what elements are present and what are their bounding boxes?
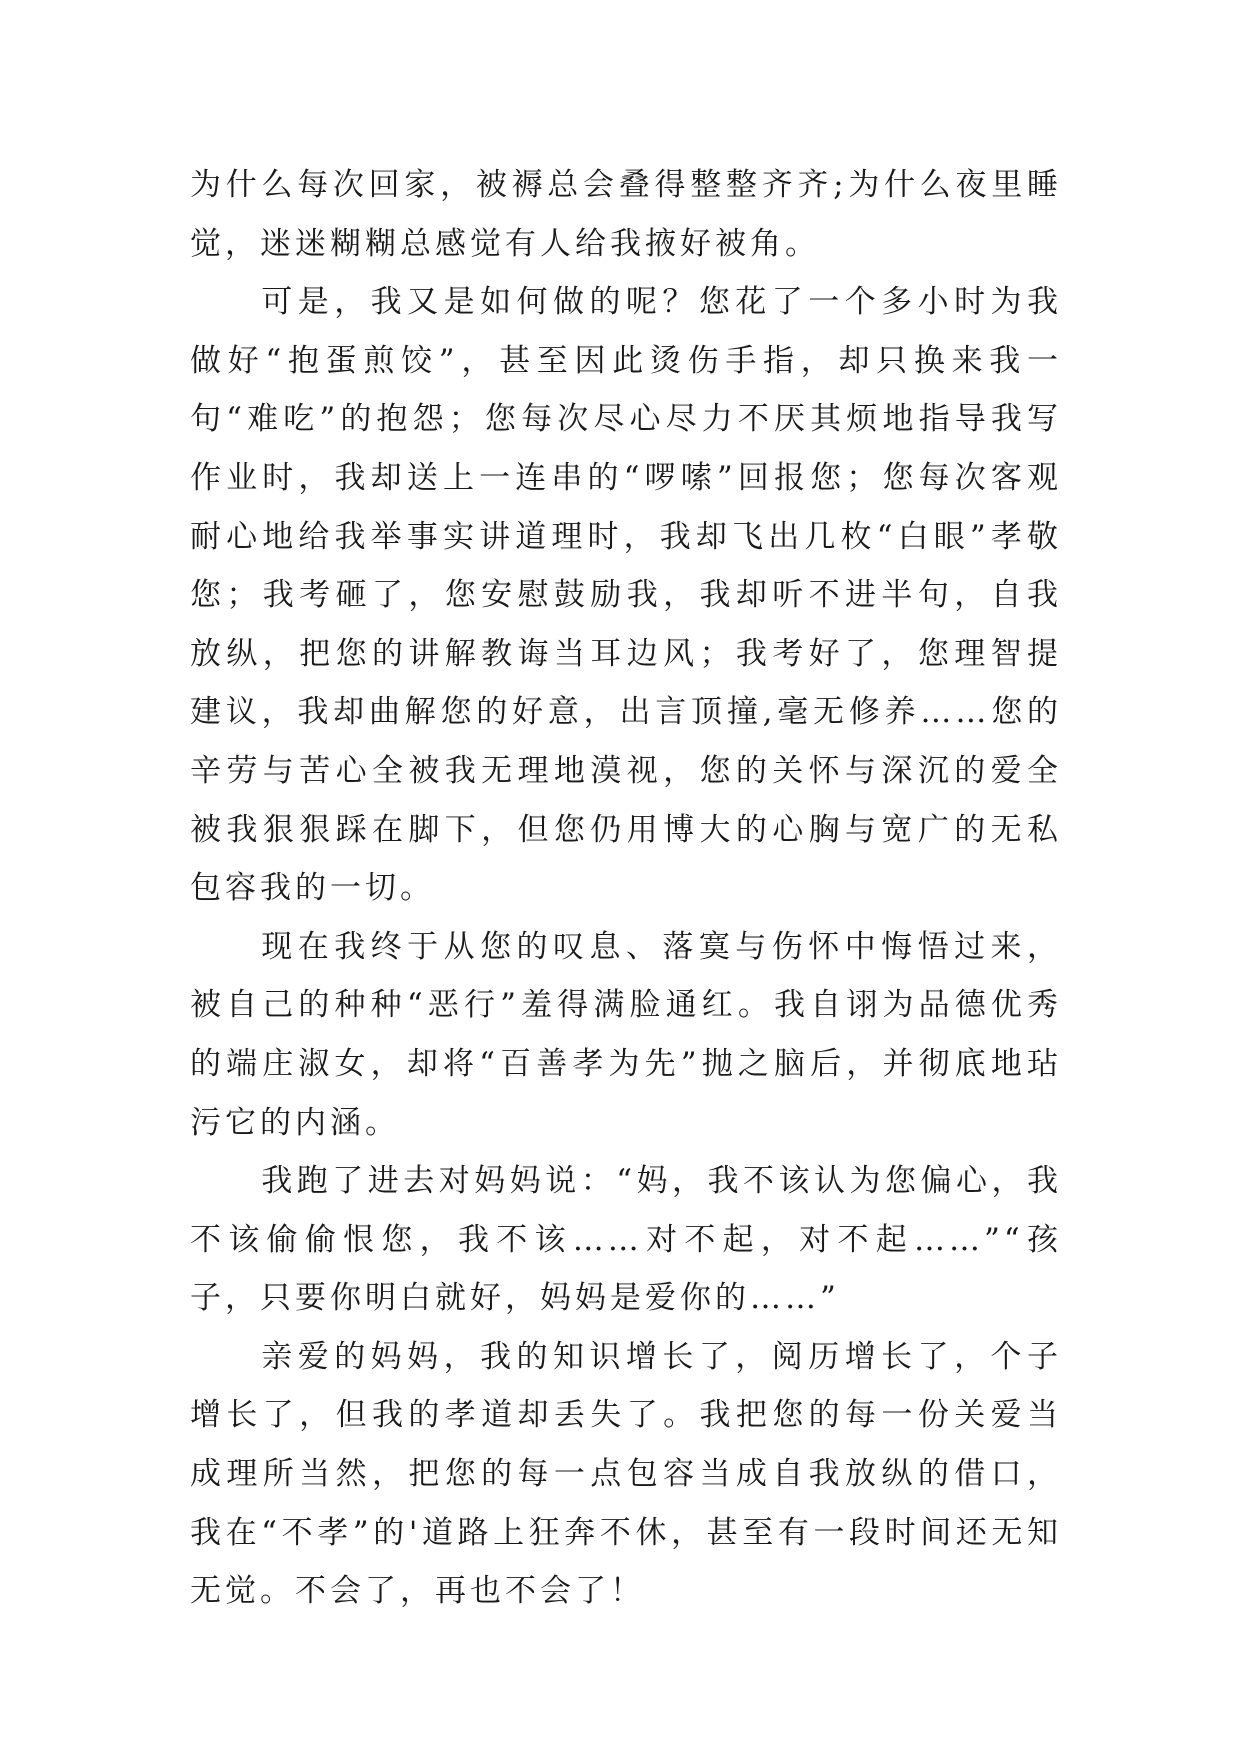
paragraph-3: 现在我终于从您的叹息、落寞与伤怀中悔悟过来，被自己的种种“恶行”羞得满脸通红。我自诩为品德优秀的端庄淑女，却将“百善孝为先”抛之脑后，并彻底地玷污它的内涵。 — [190, 928, 1062, 1141]
paragraph-4: 我跑了进去对妈妈说：“妈，我不该认为您偏心，我不该偷偷恨您，我不该……对不起，对不起……”“孩子，只要你明白就好，妈妈是爱你的……” — [190, 1163, 1062, 1317]
body-text — [190, 156, 1062, 1621]
paragraph-2: 可是，我又是如何做的呢？您花了一个多小时为我做好“抱蛋煎饺”，甚至因此烫伤手指，却只换来我一句“难吃”的抱怨；您每次尽心尽力不厌其烦地指导我写作业时，我却送上一连串的“啰嗦”回报您；您每次客观耐心地给我举事实讲道理时，我却飞出几枚“白眼”孝敬您；我考砸了，您安慰鼓励我，我却听不进半句，自我放纵，把您的讲解教诲当耳边风；我考好了，您理智提建议，我却曲解您的好意，出言顶撞,毫无修养……您的辛劳与苦心全被我无理地漠视，您的关怀与深沉的爱全被我狠狠踩在脚下，但您仍用博大的心胸与宽广的无私包容我的一切。 — [190, 284, 1062, 907]
paragraph-1: 为什么每次回家，被褥总会叠得整整齐齐;为什么夜里睡觉，迷迷糊糊总感觉有人给我掖好被角。 — [190, 167, 1062, 262]
paragraph-5: 亲爱的妈妈，我的知识增长了，阅历增长了，个子增长了，但我的孝道却丢失了。我把您的每一份关爱当成理所当然，把您的每一点包容当成自我放纵的借口，我在“不孝”的'道路上狂奔不休，甚至有一段时间还无知无觉。不会了，再也不会了！ — [190, 1338, 1062, 1610]
